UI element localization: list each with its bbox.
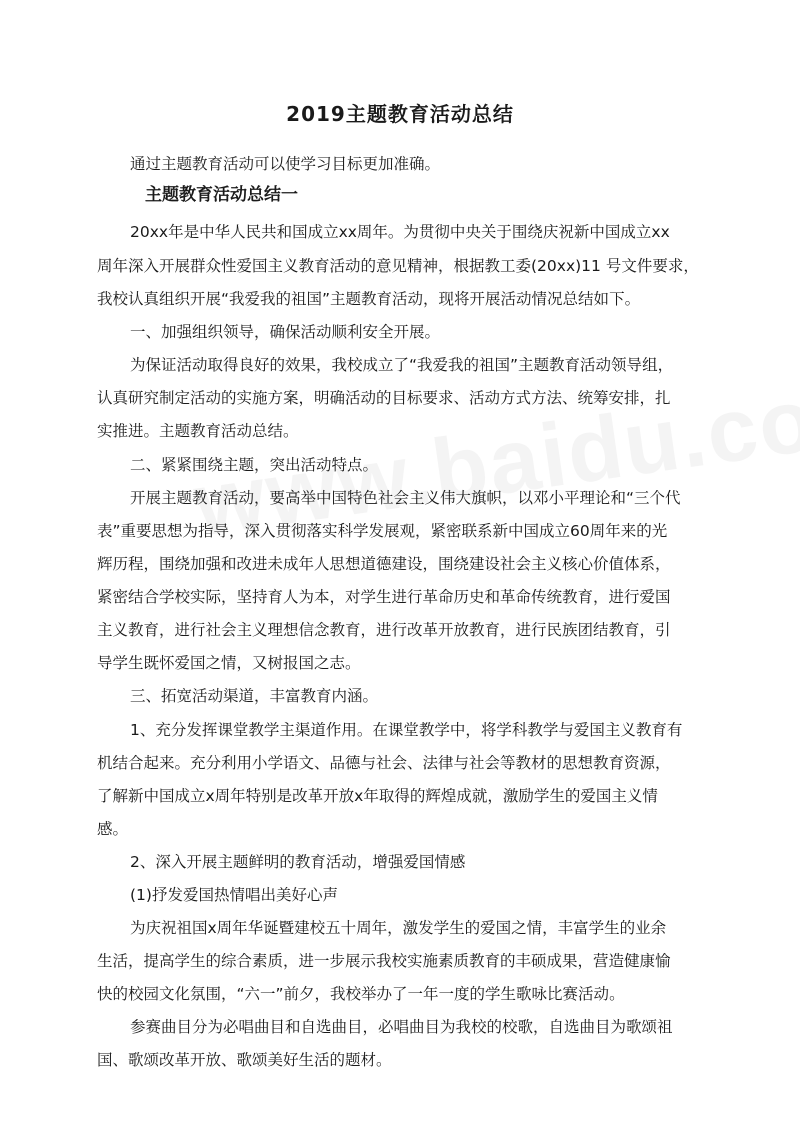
section-heading: 二、紧紧围绕主题，突出活动特点。 — [130, 456, 379, 474]
body-line: 快的校园文化氛围，“六一”前夕，我校举办了一年一度的学生歌咏比赛活动。 — [97, 985, 625, 1003]
body-line: 1、充分发挥课堂教学主渠道作用。在课堂教学中，将学科教学与爱国主义教育有 — [130, 721, 683, 739]
body-line: 机结合起来。充分利用小学语文、品德与社会、法律与社会等教材的思想教育资源， — [97, 754, 671, 772]
body-line: 为庆祝祖国x周年华诞暨建校五十周年，激发学生的爱国之情，丰富学生的业余 — [130, 919, 667, 937]
section-subtitle: 主题教育活动总结一 — [145, 185, 298, 205]
intro-line: 通过主题教育活动可以使学习目标更加准确。 — [130, 155, 441, 173]
body-line: 我校认真组织开展“我爱我的祖国”主题教育活动，现将开展活动情况总结如下。 — [97, 290, 641, 308]
body-line: 20xx年是中华人民共和国成立xx周年。为贯彻中央关于围绕庆祝新中国成立xx — [130, 223, 670, 241]
body-line: 主义教育，进行社会主义理想信念教育，进行改革开放教育，进行民族团结教育，引 — [97, 621, 671, 639]
body-line: 开展主题教育活动，要高举中国特色社会主义伟大旗帜，以邓小平理论和“三个代 — [130, 489, 681, 507]
body-line: 认真研究制定活动的实施方案，明确活动的目标要求、活动方式方法、统筹安排，扎 — [97, 389, 671, 407]
subsection-heading: 2、深入开展主题鲜明的教育活动，增强爱国情感 — [130, 853, 466, 871]
body-line: 导学生既怀爱国之情，又树报国之志。 — [97, 654, 361, 672]
body-line: 生活，提高学生的综合素质，进一步展示我校实施素质教育的丰硕成果，营造健康愉 — [97, 952, 671, 970]
body-line: 参赛曲目分为必唱曲目和自选曲目，必唱曲目为我校的校歌，自选曲目为歌颂祖 — [130, 1018, 673, 1036]
body-line: 感。 — [97, 820, 129, 838]
body-line: 周年深入开展群众性爱国主义教育活动的意见精神，根据教工委(20xx)11 号文件要求， — [97, 257, 699, 275]
body-line: 为保证活动取得良好的效果，我校成立了“我爱我的祖国”主题教育活动领导组， — [130, 356, 674, 374]
body-line: 实推进。主题教育活动总结。 — [97, 422, 299, 440]
document-title: 2019主题教育活动总结 — [286, 102, 514, 126]
body-line: 国、歌颂改革开放、歌颂美好生活的题材。 — [97, 1051, 392, 1069]
body-line: 紧密结合学校实际，坚持育人为本，对学生进行革命历史和革命传统教育，进行爱国 — [97, 588, 671, 606]
body-line: 表”重要思想为指导，深入贯彻落实科学发展观，紧密联系新中国成立60周年来的光 — [97, 522, 668, 540]
body-line: 辉历程，围绕加强和改进未成年人思想道德建设，围绕建设社会主义核心价值体系， — [97, 555, 671, 573]
body-line: 了解新中国成立x周年特别是改革开放x年取得的辉煌成就，激励学生的爱国主义情 — [97, 787, 658, 805]
subsection-heading: (1)抒发爱国热情唱出美好心声 — [130, 886, 338, 904]
section-heading: 一、加强组织领导，确保活动顺利安全开展。 — [130, 323, 441, 341]
section-heading: 三、拓宽活动渠道，丰富教育内涵。 — [130, 687, 379, 705]
